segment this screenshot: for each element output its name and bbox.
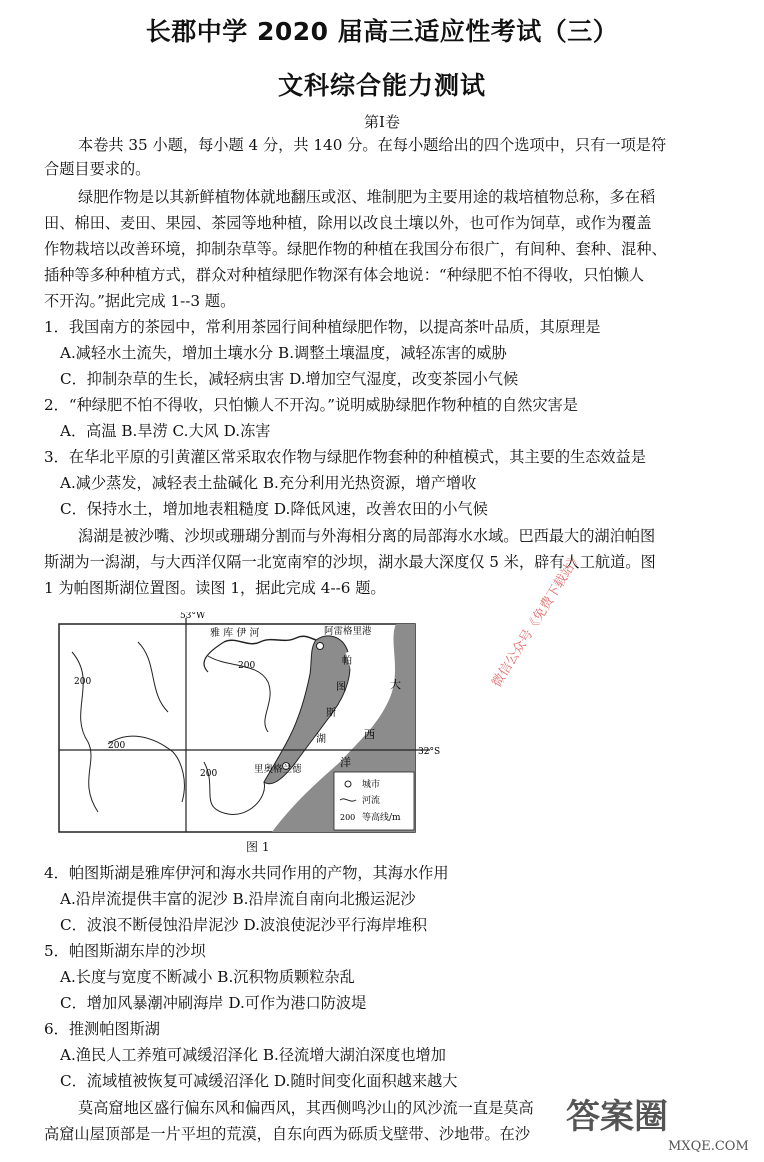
contour-value: 200	[74, 677, 92, 687]
question-6-options: A.渔民人工养殖可减缓沼泽化 B.径流增大湖泊深度也增加	[60, 1046, 446, 1064]
question-1: 1．我国南方的茶园中，常利用茶园行间种植绿肥作物，以提高茶叶品质，其原理是	[44, 318, 601, 336]
logo-url: MXQE.COM	[668, 1139, 749, 1154]
question-5-options: A.长度与宽度不断减小 B.沉积物质颗粒杂乱	[60, 968, 355, 986]
legend-city-icon	[345, 781, 351, 787]
question-4-options: C．波浪不断侵蚀沿岸泥沙 D.波浪使泥沙平行海岸堆积	[60, 916, 428, 934]
patos-lagoon-map	[58, 612, 458, 834]
question-2-options: A．高温 B.旱涝 C.大风 D.冻害	[60, 422, 271, 440]
passage-line: 莫高窟地区盛行偏东风和偏西风，其西侧鸣沙山的风沙流一直是莫高	[78, 1099, 534, 1117]
legend-city-label: 城市	[362, 780, 381, 790]
passage-line: 插种等多种种植方式，群众对种植绿肥作物深有体会地说：“种绿肥不怕不得收，只怕懒人	[44, 266, 645, 284]
legend-contour-label: 等高线/m	[362, 813, 401, 823]
contour-value: 200	[238, 661, 256, 671]
passage-line: 斯湖为一潟湖，与大西洋仅隔一北宽南窄的沙坝，湖水最大深度仅 5 米，辟有人工航道。图	[44, 553, 656, 571]
longitude-label: 53°W	[180, 612, 206, 621]
instructions-line: 本卷共 35 小题，每小题 4 分，共 140 分。在每小题给出的四个选项中，只有一项是符	[78, 136, 667, 154]
question-4: 4．帕图斯湖是雅库伊河和海水共同作用的产物，其海水作用	[44, 864, 449, 882]
volume-label: 第Ⅰ卷	[364, 113, 400, 131]
question-6: 6．推测帕图斯湖	[44, 1020, 160, 1038]
watermark-text: 微信公众号《免费下载站》	[489, 549, 585, 691]
legend-river-label: 河流	[362, 796, 381, 806]
ocean-name-char: 大	[390, 678, 401, 691]
site-logo	[558, 1086, 758, 1156]
question-2: 2．“种绿肥不怕不得收，只怕懒人不开沟。”说明威胁绿肥作物种植的自然灾害是	[44, 396, 578, 414]
instructions-line: 合题目要求的。	[44, 160, 151, 178]
ocean-name-char: 西	[364, 728, 375, 741]
exam-subtitle: 文科综合能力测试	[277, 71, 486, 100]
question-1-options: C．抑制杂草的生长，减轻病虫害 D.增加空气湿度，改变茶园小气候	[60, 370, 519, 388]
latitude-label: 32°S	[418, 747, 441, 757]
question-5-options: C．增加风暴潮冲刷海岸 D.可作为港口防波堤	[60, 994, 367, 1012]
figure-caption: 图 1	[246, 840, 270, 854]
passage-line: 不开沟。”据此完成 1--3 题。	[44, 292, 236, 310]
passage-line: 高窟山屋顶部是一片平坦的荒漠，自东向西为砾质戈壁带、沙地带。在沙	[44, 1125, 530, 1143]
city-marker	[317, 643, 324, 650]
question-1-options: A.减轻水土流失，增加土壤水分 B.调整土壤温度，减轻冻害的威胁	[60, 344, 507, 362]
contour-value: 200	[108, 741, 126, 751]
port-north-label: 阿雷格里港	[324, 626, 372, 637]
question-5: 5．帕图斯湖东岸的沙坝	[44, 942, 206, 960]
passage-line: 田、棉田、麦田、果园、茶园等地种植，除用以改良土壤以外，也可作为饲草，或作为覆盖	[44, 214, 652, 232]
contour-value: 200	[200, 769, 218, 779]
question-3-options: A.减少蒸发，减轻表土盐碱化 B.充分利用光热资源，增产增收	[60, 474, 477, 492]
passage-line: 潟湖是被沙嘴、沙坝或珊瑚分割而与外海相分离的局部海水水域。巴西最大的湖泊帕图	[78, 527, 656, 545]
ocean-name-char: 洋	[340, 756, 351, 769]
lake-name-char: 图	[336, 682, 346, 693]
question-3: 3．在华北平原的引黄灌区常采取农作物与绿肥作物套种的种植模式，其主要的生态效益是	[44, 448, 646, 466]
question-3-options: C．保持水土，增加地表粗糙度 D.降低风速，改善农田的小气候	[60, 500, 488, 518]
lake-name-char: 斯	[326, 708, 336, 719]
lake-name-char: 湖	[316, 734, 326, 745]
logo-text: 答案圈	[566, 1097, 668, 1137]
passage-line: 1 为帕图斯湖位置图。读图 1，据此完成 4--6 题。	[44, 579, 386, 597]
question-4-options: A.沿岸流提供丰富的泥沙 B.沿岸流自南向北搬运泥沙	[60, 890, 416, 908]
exam-title: 长郡中学 2020 届高三适应性考试（三）	[145, 17, 619, 46]
lake-name-char: 帕	[342, 656, 352, 667]
port-south-label: 里奥格兰德	[254, 764, 302, 775]
river-name: 雅 库 伊 河	[210, 628, 260, 639]
passage-line: 绿肥作物是以其新鲜植物体就地翻压或沤、堆制肥为主要用途的栽培植物总称，多在稻	[78, 188, 656, 206]
passage-line: 作物栽培以改善环境，抑制杂草等。绿肥作物的种植在我国分布很广，有间种、套种、混种、	[44, 240, 667, 258]
question-6-options: C．流域植被恢复可减缓沼泽化 D.随时间变化面积越来越大	[60, 1072, 458, 1090]
legend-contour-value: 200	[340, 813, 356, 822]
